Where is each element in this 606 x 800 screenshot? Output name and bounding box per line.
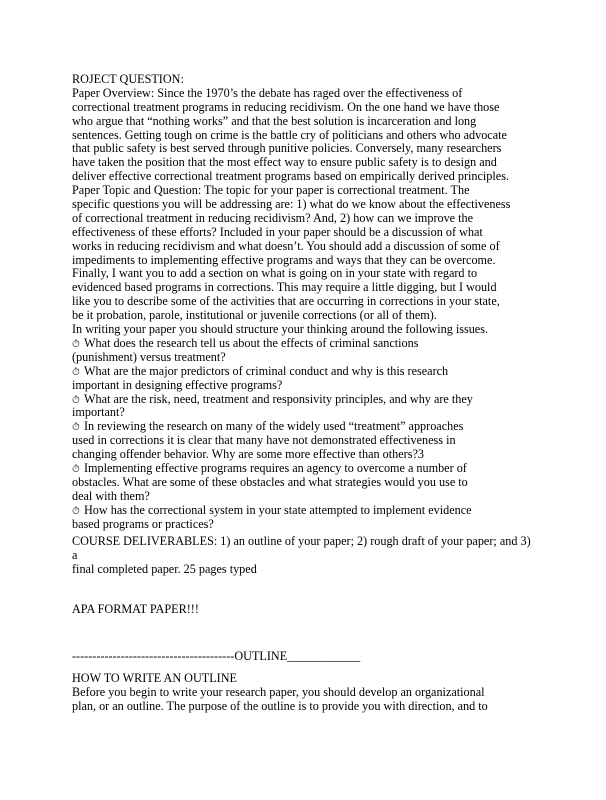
text-line: deliver effective correctional treatment programs based on empirically derived principles. xyxy=(72,169,509,184)
list-item-text: important? xyxy=(72,405,125,420)
clock-icon: ⏱ xyxy=(72,394,80,406)
project-question-section xyxy=(72,73,542,337)
text-line: sentences. Getting tough on crime is the battle cry of politicians and others who advocate xyxy=(72,127,507,142)
list-item-text: based programs or practices? xyxy=(72,516,214,531)
course-deliverables xyxy=(72,535,542,577)
section-heading: ROJECT QUESTION: xyxy=(72,72,184,86)
text-line: Before you begin to write your research paper, you should develop an organizational xyxy=(72,684,485,699)
clock-icon: ⏱ xyxy=(72,422,80,434)
apa-note: APA FORMAT PAPER!!! xyxy=(72,602,199,616)
list-item xyxy=(72,420,542,462)
text-line: Paper Topic and Question: The topic for your paper is correctional treatment. The xyxy=(72,183,470,198)
list-item xyxy=(72,365,542,393)
text-line: correctional treatment programs in reducing recidivism. On the one hand we have those xyxy=(72,99,500,114)
list-item-text: changing offender behavior. Why are some more effective than others?3 xyxy=(72,447,424,462)
text-line: of correctional treatment in reducing recidivism? And, 2) how can we improve the xyxy=(72,210,474,225)
list-item xyxy=(72,462,542,504)
list-item-text: obstacles. What are some of these obstacles and what strategies would you use to xyxy=(72,474,468,489)
text-line: plan, or an outline. The purpose of the outline is to provide you with direction, and to xyxy=(72,698,488,713)
list-item-text: What are the major predictors of criminal conduct and why is this research xyxy=(84,363,449,378)
text-line: effectiveness of these efforts? Included in your paper should be a discussion of what xyxy=(72,224,483,239)
list-item-text: In reviewing the research on many of the widely used “treatment” approaches xyxy=(84,419,464,434)
list-item-text: used in corrections it is clear that many have not demonstrated effectiveness in xyxy=(72,433,456,448)
deliverables-text: final completed paper. 25 pages typed xyxy=(72,561,257,576)
text-line: impediments to implementing effective programs and ways that they can be overcome. xyxy=(72,252,496,267)
section-heading: HOW TO WRITE AN OUTLINE xyxy=(72,671,237,685)
text-line: like you to describe some of the activities that are occurring in corrections in your state, xyxy=(72,294,500,309)
list-item-text: (punishment) versus treatment? xyxy=(72,349,226,364)
text-line: be it probation, parole, institutional or juvenile corrections (or all of them). xyxy=(72,308,437,323)
issues-list xyxy=(72,337,542,531)
clock-icon: ⏱ xyxy=(72,505,80,517)
text-line: evidenced based programs in corrections. This may require a little digging, but I would xyxy=(72,280,497,295)
list-item xyxy=(72,393,542,421)
outline-section xyxy=(72,672,542,714)
list-item xyxy=(72,504,542,532)
list-item-text: Implementing effective programs requires an agency to overcome a number of xyxy=(84,461,467,476)
list-item-text: What does the research tell us about the effects of criminal sanctions xyxy=(84,336,419,350)
list-item xyxy=(72,337,542,365)
text-line: works in reducing recidivism and what doesn’t. You should add a discussion of some of xyxy=(72,238,500,253)
text-line: In writing your paper you should structure your thinking around the following issues. xyxy=(72,322,489,337)
list-item-text: What are the risk, need, treatment and responsivity principles, and why are they xyxy=(84,391,473,406)
list-item-text: important in designing effective programs? xyxy=(72,377,283,392)
deliverables-text: a xyxy=(72,547,78,562)
outline-divider: ----------------------------------------OUTLINE____________ xyxy=(72,649,361,663)
deliverables-text: COURSE DELIVERABLES: 1) an outline of your paper; 2) rough draft of your paper; and 3) xyxy=(72,534,531,548)
list-item-text: deal with them? xyxy=(72,488,150,503)
text-line: have taken the position that the most effect way to ensure public safety is to design and xyxy=(72,155,497,170)
clock-icon: ⏱ xyxy=(72,339,80,350)
list-item-text: How has the correctional system in your state attempted to implement evidence xyxy=(84,502,472,517)
text-line: that public safety is best served through punitive policies. Conversely, many researchers xyxy=(72,141,502,156)
clock-icon: ⏱ xyxy=(72,464,80,476)
text-line: specific questions you will be addressing are: 1) what do we know about the effectiveness xyxy=(72,197,511,212)
text-line: Paper Overview: Since the 1970’s the debate has raged over the effectiveness of xyxy=(72,85,463,100)
clock-icon: ⏱ xyxy=(72,366,80,378)
text-line: who argue that “nothing works” and that the best solution is incarceration and long xyxy=(72,113,477,128)
text-line: Finally, I want you to add a section on what is going on in your state with regard to xyxy=(72,266,478,281)
